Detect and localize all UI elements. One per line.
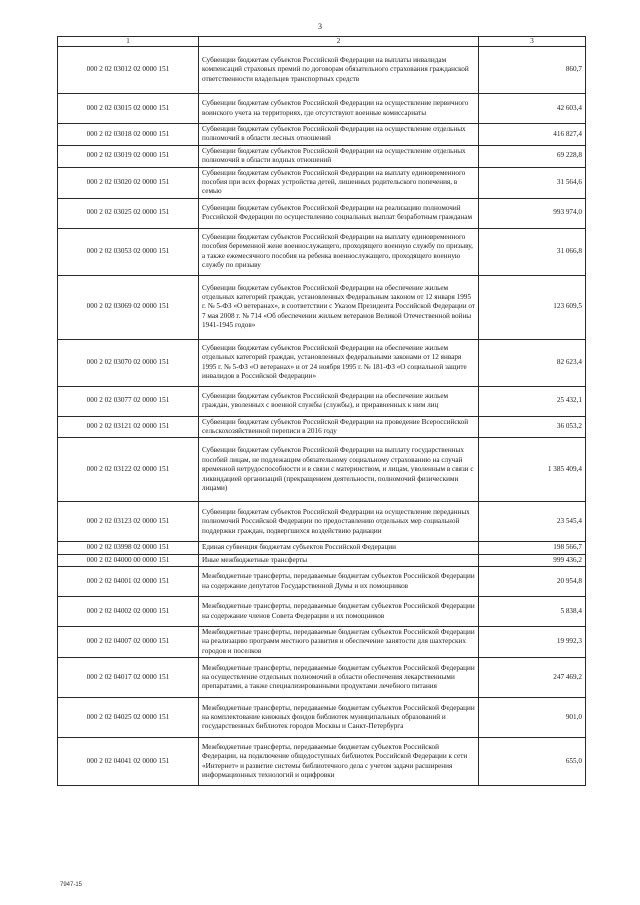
description-cell: Единая субвенция бюджетам субъектов Российской Федерации bbox=[199, 542, 479, 554]
description-cell: Субвенции бюджетам субъектов Российской Федерации на проведение Всероссийской сельскохозяйственной переписи в 2016 году bbox=[199, 416, 479, 438]
amount-cell: 36 053,2 bbox=[479, 416, 586, 438]
table-row bbox=[58, 145, 586, 167]
amount-cell: 901,0 bbox=[479, 698, 586, 738]
description-cell: Субвенции бюджетам субъектов Российской Федерации на обеспечение жильем отдельных категорий граждан, установленных федеральными законами от 12 января 1995 г. № 5-ФЗ «О ветеранах» и от 24 ноября 1995 г. № 181-ФЗ «О социальной защите инвалидов в Российской Федерации» bbox=[199, 339, 479, 386]
budget-code-cell: 000 2 02 03123 02 0000 151 bbox=[58, 502, 199, 542]
table-row bbox=[58, 124, 586, 146]
amount-cell: 416 827,4 bbox=[479, 124, 586, 146]
budget-code-cell: 000 2 02 03121 02 0000 151 bbox=[58, 416, 199, 438]
amount-cell: 20 954,8 bbox=[479, 567, 586, 597]
description-cell: Субвенции бюджетам субъектов Российской Федерации на осуществление первичного воинского учета на территориях, где отсутствуют военные комиссариаты bbox=[199, 94, 479, 124]
table-row bbox=[58, 47, 586, 94]
description-cell: Межбюджетные трансферты, передаваемые бюджетам субъектов Российской Федерации на комплектование книжных фондов библиотек муниципальных образований и государственных библиотек городов Москвы и Санкт-Петербурга bbox=[199, 698, 479, 738]
description-cell: Субвенции бюджетам субъектов Российской Федерации на осуществление отдельных полномочий в области лесных отношений bbox=[199, 124, 479, 146]
budget-code-cell: 000 2 02 04001 02 0000 151 bbox=[58, 567, 199, 597]
amount-cell: 31 066,8 bbox=[479, 228, 586, 275]
budget-code-cell: 000 2 02 03020 02 0000 151 bbox=[58, 167, 199, 198]
amount-cell: 999 436,2 bbox=[479, 554, 586, 566]
amount-cell: 198 566,7 bbox=[479, 542, 586, 554]
description-cell: Межбюджетные трансферты, передаваемые бюджетам субъектов Российской Федерации на реализацию программ местного развития и обеспечение занятости для шахтерских городов и поселков bbox=[199, 627, 479, 658]
table-row bbox=[58, 658, 586, 698]
amount-cell: 42 603,4 bbox=[479, 94, 586, 124]
description-cell: Субвенции бюджетам субъектов Российской Федерации на обеспечение жильем граждан, уволенных с военной службы (службы), и приравненных к ним лиц bbox=[199, 386, 479, 416]
amount-cell: 123 609,5 bbox=[479, 275, 586, 339]
budget-code-cell: 000 2 02 03053 02 0000 151 bbox=[58, 228, 199, 275]
budget-code-cell: 000 2 02 03025 02 0000 151 bbox=[58, 198, 199, 228]
description-cell: Субвенции бюджетам субъектов Российской Федерации на реализацию полномочий Российской Федерации по осуществлению социальных выплат безработным гражданам bbox=[199, 198, 479, 228]
amount-cell: 25 432,1 bbox=[479, 386, 586, 416]
footer-code: 7947-15 bbox=[60, 882, 83, 888]
budget-code-cell: 000 2 02 03015 02 0000 151 bbox=[58, 94, 199, 124]
budget-code-cell: 000 2 02 04041 02 0000 151 bbox=[58, 738, 199, 786]
table-row bbox=[58, 339, 586, 386]
amount-cell: 993 974,0 bbox=[479, 198, 586, 228]
budget-code-cell: 000 2 02 03012 02 0000 151 bbox=[58, 47, 199, 94]
budget-code-cell: 000 2 02 03019 02 0000 151 bbox=[58, 145, 199, 167]
table-row bbox=[58, 627, 586, 658]
amount-cell: 5 838,4 bbox=[479, 597, 586, 627]
table-header-row bbox=[58, 37, 586, 47]
description-cell: Субвенции бюджетам субъектов Российской Федерации на осуществление отдельных полномочий в области водных отношений bbox=[199, 145, 479, 167]
table-row bbox=[58, 416, 586, 438]
budget-code-cell: 000 2 02 04002 02 0000 151 bbox=[58, 597, 199, 627]
amount-cell: 69 228,8 bbox=[479, 145, 586, 167]
header-col-1: 1 bbox=[58, 37, 199, 47]
table-row bbox=[58, 567, 586, 597]
description-cell: Субвенции бюджетам субъектов Российской Федерации на обеспечение жильем отдельных категорий граждан, установленных Федеральным законом от 12 января 1995 г. № 5-ФЗ «О ветеранах», в соответствии с Указом Президента Российской Федерации от 7 мая 2008 г. № 714 «Об обеспечении жильем ветеранов Великой Отечественной войны 1941-1945 годов» bbox=[199, 275, 479, 339]
table-row bbox=[58, 738, 586, 786]
budget-code-cell: 000 2 02 03069 02 0000 151 bbox=[58, 275, 199, 339]
amount-cell: 82 623,4 bbox=[479, 339, 586, 386]
table-row bbox=[58, 94, 586, 124]
table-row bbox=[58, 386, 586, 416]
description-cell: Субвенции бюджетам субъектов Российской Федерации на осуществление переданных полномочий Российской Федерации по предоставлению отдельных мер социальной поддержки граждан, подвергшихся воздействию радиации bbox=[199, 502, 479, 542]
budget-code-cell: 000 2 02 03018 02 0000 151 bbox=[58, 124, 199, 146]
amount-cell: 655,0 bbox=[479, 738, 586, 786]
amount-cell: 31 564,6 bbox=[479, 167, 586, 198]
header-col-2: 2 bbox=[199, 37, 479, 47]
description-cell: Субвенции бюджетам субъектов Российской Федерации на выплату единовременного пособия беременной жене военнослужащего, проходящего военную службу по призыву, а также ежемесячного пособия на ребенка военнослужащего, проходящего военную службу по призыву bbox=[199, 228, 479, 275]
budget-code-cell: 000 2 02 03122 02 0000 151 bbox=[58, 438, 199, 502]
table-row bbox=[58, 198, 586, 228]
table-row bbox=[58, 228, 586, 275]
description-cell: Межбюджетные трансферты, передаваемые бюджетам субъектов Российской Федерации на осуществление отдельных полномочий в области обеспечения лекарственными препаратами, а также специализированными продуктами лечебного питания bbox=[199, 658, 479, 698]
description-cell: Субвенции бюджетам субъектов Российской Федерации на выплату государственных пособий лицам, не подлежащим обязательному социальному страхованию на случай временной нетрудоспособности и в связи с материнством, и лицам, уволенным в связи с ликвидацией организаций (прекращением деятельности, полномочий физическими лицами) bbox=[199, 438, 479, 502]
description-cell: Межбюджетные трансферты, передаваемые бюджетам субъектов Российской Федерации, на подключение общедоступных библиотек Российской Федерации к сети «Интернет» и развитие системы библиотечного дела с учетом задачи расширения информационных технологий и оцифровки bbox=[199, 738, 479, 786]
table-row bbox=[58, 502, 586, 542]
table-row bbox=[58, 275, 586, 339]
table-row bbox=[58, 167, 586, 198]
description-cell: Субвенции бюджетам субъектов Российской Федерации на выплату единовременного пособия при всех формах устройства детей, лишенных родительского попечения, в семью bbox=[199, 167, 479, 198]
budget-code-cell: 000 2 02 03998 02 0000 151 bbox=[58, 542, 199, 554]
description-cell: Иные межбюджетные трансферты bbox=[199, 554, 479, 566]
budget-code-cell: 000 2 02 04025 02 0000 151 bbox=[58, 698, 199, 738]
table-row bbox=[58, 597, 586, 627]
table-row bbox=[58, 542, 586, 554]
amount-cell: 23 545,4 bbox=[479, 502, 586, 542]
table-row bbox=[58, 698, 586, 738]
table-row bbox=[58, 438, 586, 502]
header-col-3: 3 bbox=[479, 37, 586, 47]
budget-code-cell: 000 2 02 03070 02 0000 151 bbox=[58, 339, 199, 386]
amount-cell: 1 385 409,4 bbox=[479, 438, 586, 502]
budget-code-cell: 000 2 02 04007 02 0000 151 bbox=[58, 627, 199, 658]
amount-cell: 247 469,2 bbox=[479, 658, 586, 698]
budget-code-cell: 000 2 02 04000 00 0000 151 bbox=[58, 554, 199, 566]
page-number: 3 bbox=[318, 22, 322, 31]
budget-code-cell: 000 2 02 04017 02 0000 151 bbox=[58, 658, 199, 698]
description-cell: Межбюджетные трансферты, передаваемые бюджетам субъектов Российской Федерации на содержание членов Совета Федерации и их помощников bbox=[199, 597, 479, 627]
table-row bbox=[58, 554, 586, 566]
description-cell: Субвенции бюджетам субъектов Российской Федерации на выплаты инвалидам компенсаций страховых премий по договорам обязательного страхования гражданской ответственности владельцев транспортных средств bbox=[199, 47, 479, 94]
budget-code-cell: 000 2 02 03077 02 0000 151 bbox=[58, 386, 199, 416]
amount-cell: 19 992,3 bbox=[479, 627, 586, 658]
table-body bbox=[58, 47, 586, 786]
budget-table bbox=[57, 36, 586, 786]
amount-cell: 860,7 bbox=[479, 47, 586, 94]
description-cell: Межбюджетные трансферты, передаваемые бюджетам субъектов Российской Федерации на содержание депутатов Государственной Думы и их помощников bbox=[199, 567, 479, 597]
